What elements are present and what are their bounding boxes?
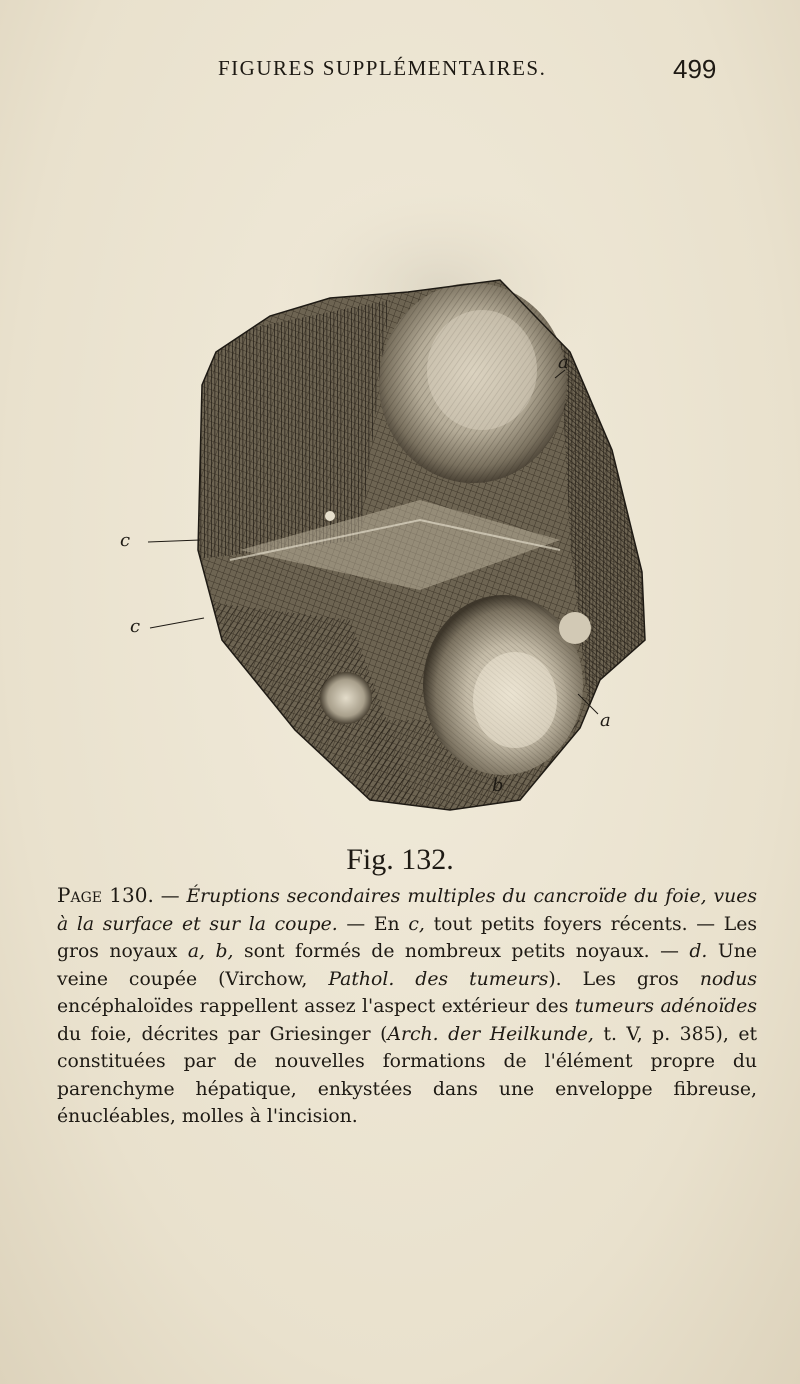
- caption-reference-virchow: Pathol. des tumeurs: [328, 968, 549, 990]
- running-head: [0, 54, 800, 94]
- running-title: FIGURES SUPPLÉMENTAIRES.: [218, 56, 547, 80]
- label-a-bottom: a: [600, 710, 611, 731]
- caption-reference-griesinger: Arch. der Heilkunde,: [387, 1023, 594, 1045]
- page-number: 499: [673, 54, 717, 84]
- label-c-upper: c: [120, 530, 131, 551]
- liver-section-engraving: [120, 120, 720, 840]
- label-b: b: [492, 775, 504, 796]
- figure-132: [120, 120, 720, 840]
- figure-number: Fig. 132.: [346, 843, 454, 876]
- caption-page-ref: Page 130.: [57, 883, 154, 907]
- caption-title: Éruptions secondaires multiples du cancroïde du foie, vues à la surface et sur la coupe.: [57, 886, 757, 935]
- figure-caption: Page 130. — Éruptions secondaires multiples du cancroïde du foie, vues à la surface et sur la coupe. — En c, tout petits foyers récents. — Les gros noyaux a, b, sont formés de nombreux petits noyaux. — d. Une veine coupée (Virchow, Pathol. des tumeurs). Les gros nodus encéphaloïdes rappellent assez l'aspect extérieur des tumeurs adénoïdes du foie, décrites par Griesinger (Arch. der Heilkunde, t. V, p. 385), et constituées par de nouvelles formations de l'élément propre du parenchyme hépatique, enkystées dans une enveloppe fibreuse, énucléables, molles à l'incision.: [57, 883, 757, 1127]
- label-c-lower: c: [130, 616, 141, 637]
- label-a-top: a: [558, 352, 569, 373]
